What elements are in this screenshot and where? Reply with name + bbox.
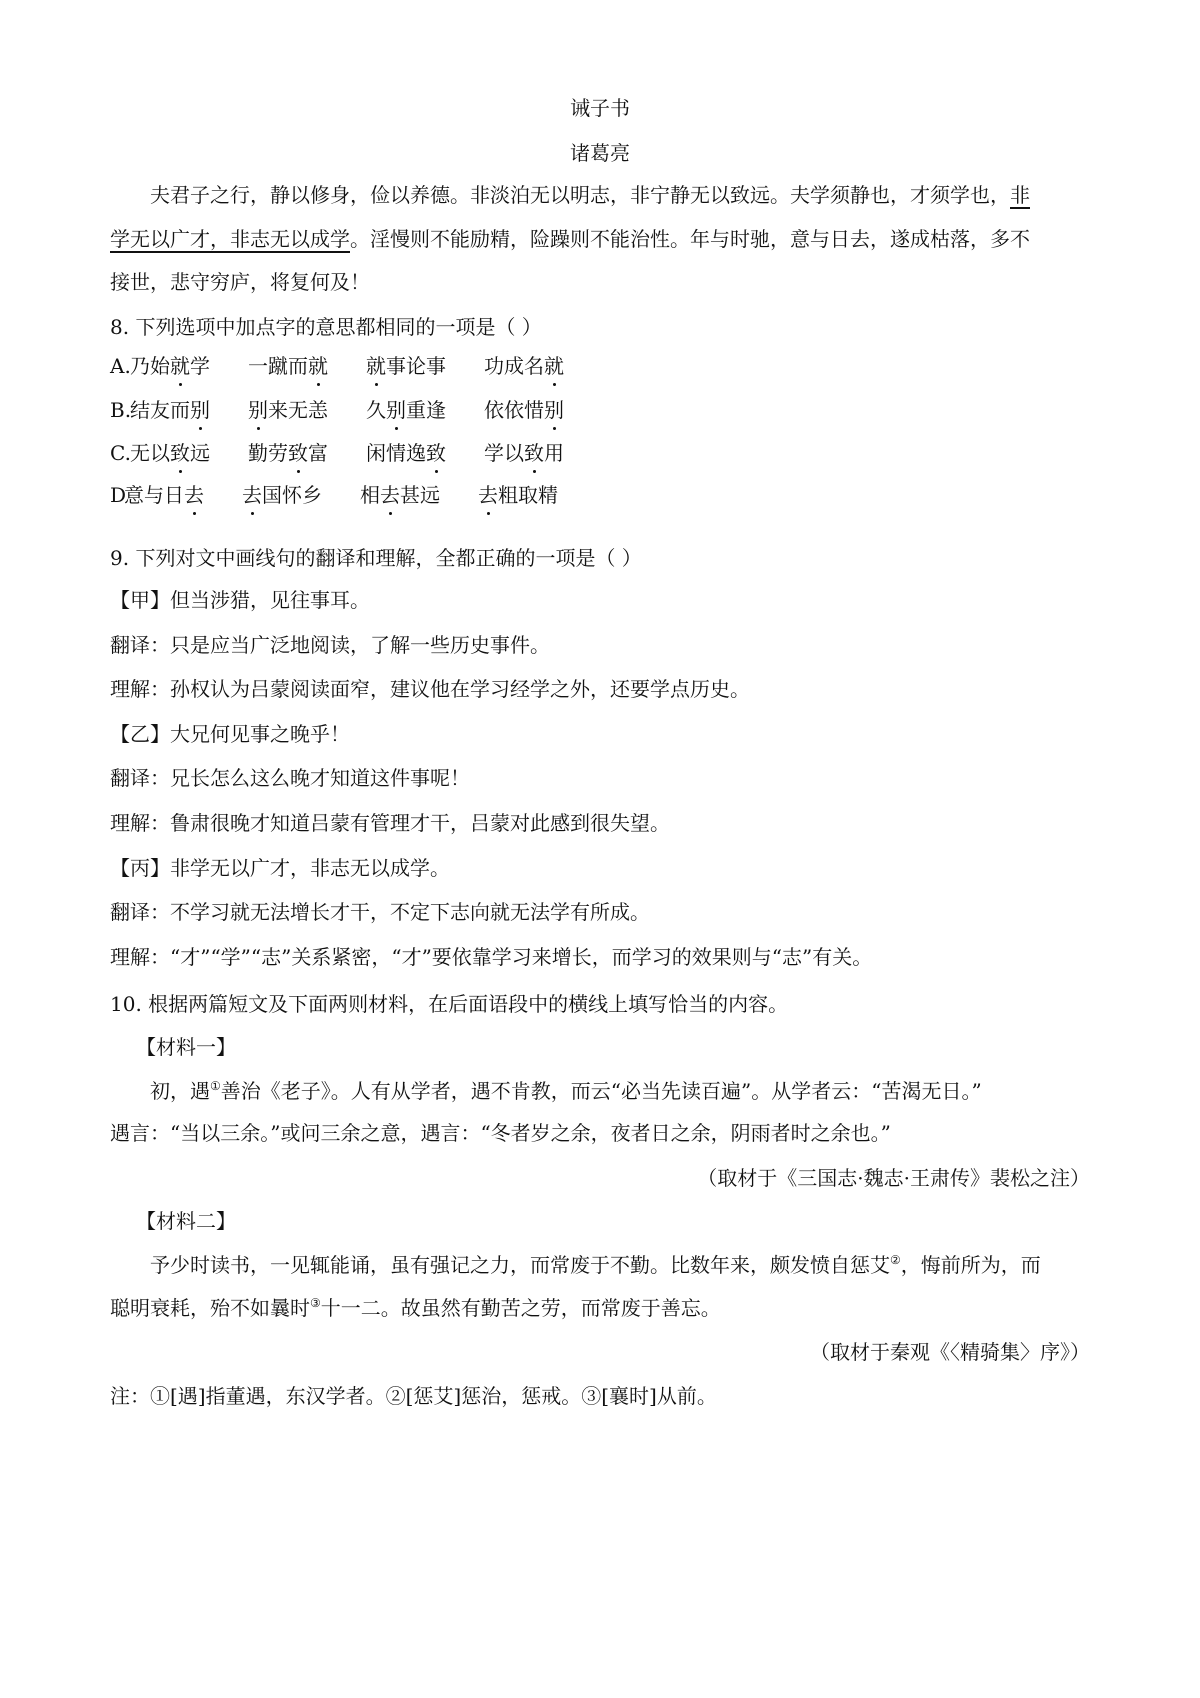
question-9-line: 理解：鲁肃很晚才知道吕蒙有管理才干，吕蒙对此感到很失望。: [110, 811, 670, 835]
phrase-suffix: 用: [544, 441, 564, 465]
material-2-line-1a: 予少时读书，一见辄能诵，虽有强记之力，而常废于不勤。比数年来，颇发愤自惩艾: [150, 1253, 890, 1277]
q8-option-phrase: [484, 439, 564, 467]
material-2-line-1: [150, 1251, 1130, 1279]
question-9-line: 翻译：不学习就无法增长才干，不定下志向就无法学有所成。: [110, 900, 650, 924]
material-1-line-1b: 善治《老子》。人有从学者，遇不肯教，而云“必当先读百遍”。从学者云：“苦渴无日。”: [220, 1079, 982, 1103]
essay-line-1: [110, 181, 1090, 209]
phrase-prefix: 闲情逸: [366, 441, 426, 465]
phrase-prefix: 无以: [130, 441, 170, 465]
q8-option-phrase: [242, 481, 322, 509]
material-2-line-1b: ，悔前所为，而: [900, 1253, 1041, 1277]
material-1-line-2: 遇言：“当以三余。”或问三余之意，遇言：“冬者岁之余，夜者日之余，阴雨者时之余也。”: [110, 1121, 891, 1145]
question-9-line: 【丙】非学无以广才，非志无以成学。: [110, 856, 450, 880]
dotted-character: 别: [190, 398, 210, 422]
phrase-suffix: 粗取精: [498, 483, 558, 507]
footnote-ref-2: ②: [890, 1253, 901, 1267]
q8-option-phrase: [248, 352, 328, 380]
material-1-title: 【材料一】: [136, 1035, 236, 1059]
q8-option-phrase: [124, 481, 204, 509]
dotted-character: 别: [248, 398, 268, 422]
dotted-character: 致: [288, 441, 308, 465]
question-9-line: 理解：“才”“学”“志”关系紧密，“才”要依靠学习来增长，而学习的效果则与“志”有关。: [110, 945, 873, 969]
dotted-character: 别: [386, 398, 406, 422]
phrase-suffix: 远: [190, 441, 210, 465]
phrase-prefix: 乃始: [130, 354, 170, 378]
phrase-suffix: 来无恙: [268, 398, 328, 422]
material-1-line-1: [150, 1077, 1130, 1105]
phrase-prefix: 结友而: [130, 398, 190, 422]
q8-option-phrase: [248, 439, 328, 467]
material-2-title: 【材料二】: [136, 1209, 236, 1233]
dotted-character: 就: [170, 354, 190, 378]
question-8-stem: 8. 下列选项中加点字的意思都相同的一项是（ ）: [110, 315, 542, 339]
dotted-character: 就: [544, 354, 564, 378]
essay-line-1-text: 夫君子之行，静以修身，俭以养德。非淡泊无以明志，非宁静无以致远。夫学须静也，才须学也，: [150, 183, 1010, 207]
q8-option-phrase: [366, 396, 446, 424]
q8-option-label: C.: [110, 441, 131, 465]
phrase-suffix: 事论事: [386, 354, 446, 378]
dotted-character: 别: [544, 398, 564, 422]
underlined-sentence-end: 学无以广才，非志无以成学: [110, 227, 350, 251]
phrase-suffix: 学: [190, 354, 210, 378]
phrase-prefix: 意与日: [124, 483, 184, 507]
q8-option-phrase: [366, 352, 446, 380]
essay-line-3: 接世，悲守穷庐，将复何及！: [110, 270, 370, 294]
phrase-prefix: 勤劳: [248, 441, 288, 465]
q8-option-phrase: [130, 396, 210, 424]
dotted-character: 就: [308, 354, 328, 378]
q8-option-phrase: [366, 439, 446, 467]
dotted-character: 去: [380, 483, 400, 507]
q8-option-phrase: [484, 396, 564, 424]
material-2-source: （取材于秦观《〈精骑集〉序》）: [810, 1340, 1090, 1364]
q8-option-phrase: [130, 352, 210, 380]
phrase-suffix: 富: [308, 441, 328, 465]
phrase-prefix: 久: [366, 398, 386, 422]
dotted-character: 去: [242, 483, 262, 507]
dotted-character: 致: [426, 441, 446, 465]
material-1-source: （取材于《三国志·魏志·王肃传》裴松之注）: [697, 1166, 1090, 1190]
dotted-character: 致: [524, 441, 544, 465]
essay-line-2-text: 。淫慢则不能励精，险躁则不能治性。年与时驰，意与日去，遂成枯落，多不: [350, 227, 1030, 251]
footnote-ref-3: ③: [310, 1296, 321, 1310]
q8-option-phrase: [484, 352, 564, 380]
question-9-line: 翻译：兄长怎么这么晚才知道这件事呢！: [110, 766, 470, 790]
essay-line-2: [110, 225, 1090, 253]
phrase-prefix: 依依惜: [484, 398, 544, 422]
question-9-line: 理解：孙权认为吕蒙阅读面窄，建议他在学习经学之外，还要学点历史。: [110, 677, 750, 701]
question-9-stem: 9. 下列对文中画线句的翻译和理解，全都正确的一项是（ ）: [110, 546, 642, 570]
phrase-prefix: 学以: [484, 441, 524, 465]
dotted-character: 就: [366, 354, 386, 378]
dotted-character: 致: [170, 441, 190, 465]
phrase-prefix: 一蹴而: [248, 354, 308, 378]
q8-option-phrase: [130, 439, 210, 467]
essay-author: 诸葛亮: [570, 141, 630, 165]
essay-title: 诫子书: [570, 96, 630, 120]
question-10-stem: 10. 根据两篇短文及下面两则材料，在后面语段中的横线上填写恰当的内容。: [110, 992, 789, 1016]
footnote-ref-1: ①: [210, 1079, 221, 1093]
dotted-character: 去: [478, 483, 498, 507]
dotted-character: 去: [184, 483, 204, 507]
phrase-suffix: 甚远: [400, 483, 440, 507]
phrase-suffix: 重逢: [406, 398, 446, 422]
question-9-line: 【乙】大兄何见事之晚乎！: [110, 722, 350, 746]
underlined-sentence-start: 非: [1010, 183, 1030, 207]
material-2-line-2a: 聪明衰耗，殆不如曩时: [110, 1296, 310, 1320]
q8-option-phrase: [360, 481, 440, 509]
q8-option-label: D: [110, 483, 127, 507]
footnotes: 注：①[遇]指董遇，东汉学者。②[惩艾]惩治，惩戒。③[襄时]从前。: [110, 1384, 717, 1408]
phrase-prefix: 功成名: [484, 354, 544, 378]
q8-option-label: A.: [110, 354, 131, 378]
phrase-prefix: 相: [360, 483, 380, 507]
phrase-suffix: 国怀乡: [262, 483, 322, 507]
question-9-line: 【甲】但当涉猎，见往事耳。: [110, 588, 370, 612]
q8-option-phrase: [248, 396, 328, 424]
material-2-line-2b: 十一二。故虽然有勤苦之劳，而常废于善忘。: [320, 1296, 721, 1320]
material-1-line-1a: 初，遇: [150, 1079, 210, 1103]
question-9-line: 翻译：只是应当广泛地阅读，了解一些历史事件。: [110, 633, 550, 657]
q8-option-phrase: [478, 481, 558, 509]
q8-option-label: B.: [110, 398, 132, 422]
material-2-line-2: [110, 1294, 1090, 1322]
